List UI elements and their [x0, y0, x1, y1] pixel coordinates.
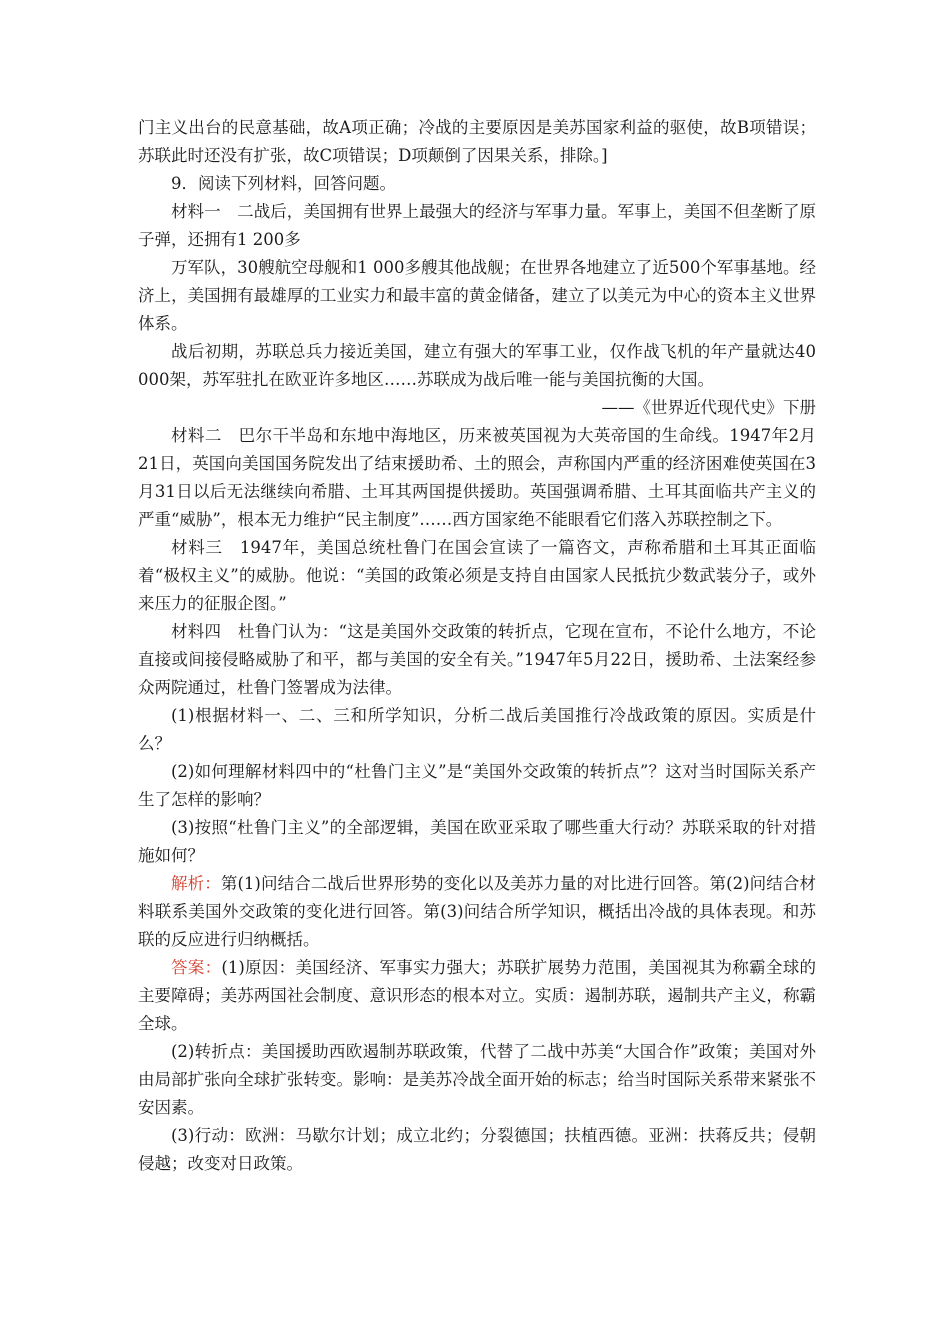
sub-question-1: (1)根据材料一、二、三和所学知识，分析二战后美国推行冷战政策的原因。实质是什么？ [138, 706, 816, 753]
answer-paragraph-2: (2)转折点：美国援助西欧遏制苏联政策，代替了二战中苏美“大国合作”政策；美国对外由局部扩张向全球扩张转变。影响：是美苏冷战全面开始的标志；给当时国际关系带来紧张不安因素。 [138, 1042, 816, 1117]
previous-answer-paragraph: 门主义出台的民意基础，故A项正确；冷战的主要原因是美苏国家利益的驱使，故B项错误；苏联此时还没有扩张，故C项错误；D项颠倒了因果关系，排除。] [138, 118, 816, 165]
material-1-source: ——《世界近代现代史》下册 [601, 398, 816, 417]
sub-question-3: (3)按照“杜鲁门主义”的全部逻辑，美国在欧亚采取了哪些重大行动？苏联采取的针对措施如何？ [138, 818, 816, 865]
analysis-label: 解析： [171, 874, 221, 893]
analysis-paragraph [138, 870, 816, 954]
answer-paragraph-1 [138, 954, 816, 1038]
material-1-paragraph-b: 万军队，30艘航空母舰和1 000多艘其他战舰；在世界各地建立了近500个军事基地。经济上，美国拥有最雄厚的工业实力和最丰富的黄金储备，建立了以美元为中心的资本主义世界体系。 [138, 258, 816, 333]
document-page [138, 114, 816, 1178]
material-1-paragraph-a: 材料一 二战后，美国拥有世界上最强大的经济与军事力量。军事上，美国不但垄断了原子弹，还拥有1 200多 [138, 202, 816, 249]
material-3-paragraph: 材料三 1947年，美国总统杜鲁门在国会宣读了一篇咨文，声称希腊和土耳其正面临着“极权主义”的威胁。他说：“美国的政策必须是支持自由国家人民抵抗少数武装分子，或外来压力的征服企图。” [138, 538, 816, 613]
answer-label: 答案： [171, 958, 222, 977]
question-9-heading: 9．阅读下列材料，回答问题。 [171, 174, 396, 193]
material-2-paragraph: 材料二 巴尔干半岛和东地中海地区，历来被英国视为大英帝国的生命线。1947年2月21日，英国向美国国务院发出了结束援助希、土的照会，声称国内严重的经济困难使英国在3月31日以后无法继续向希腊、土耳其两国提供援助。英国强调希腊、土耳其面临共产主义的严重“威胁”，根本无力维护“民主制度”……西方国家绝不能眼看它们落入苏联控制之下。 [138, 426, 816, 529]
analysis-text: 第(1)问结合二战后世界形势的变化以及美苏力量的对比进行回答。第(2)问结合材料联系美国外交政策的变化进行回答。第(3)问结合所学知识，概括出冷战的具体表现。和苏联的反应进行归纳概括。 [138, 874, 817, 949]
answer-1-text: (1)原因：美国经济、军事实力强大；苏联扩展势力范围，美国视其为称霸全球的主要障碍；美苏两国社会制度、意识形态的根本对立。实质：遏制苏联，遏制共产主义，称霸全球。 [138, 958, 817, 1033]
sub-question-2: (2)如何理解材料四中的“杜鲁门主义”是“美国外交政策的转折点”？这对当时国际关系产生了怎样的影响？ [138, 762, 816, 809]
answer-paragraph-3: (3)行动：欧洲：马歇尔计划；成立北约；分裂德国；扶植西德。亚洲：扶蒋反共；侵朝侵越；改变对日政策。 [138, 1126, 816, 1173]
material-1-paragraph-c: 战后初期，苏联总兵力接近美国，建立有强大的军事工业，仅作战飞机的年产量就达40 000架，苏军驻扎在欧亚许多地区……苏联成为战后唯一能与美国抗衡的大国。 [138, 342, 816, 389]
material-4-paragraph: 材料四 杜鲁门认为：“这是美国外交政策的转折点，它现在宣布，不论什么地方，不论直接或间接侵略威胁了和平，都与美国的安全有关。”1947年5月22日，援助希、土法案经参众两院通过，杜鲁门签署成为法律。 [138, 622, 816, 697]
